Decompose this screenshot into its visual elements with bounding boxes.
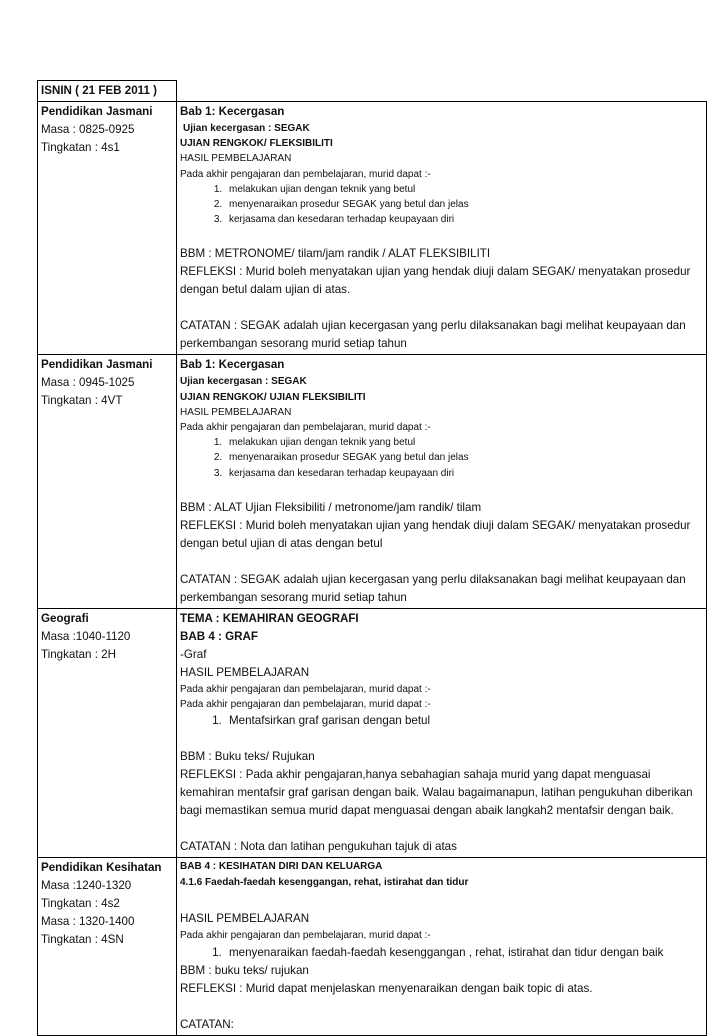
outcomes-intro: Pada akhir pengajaran dan pembelajaran, murid dapat :- bbox=[180, 930, 431, 942]
subject-name: Geografi bbox=[41, 611, 89, 625]
outcomes-intro: Pada akhir pengajaran dan pembelajaran, murid dapat :- bbox=[180, 168, 431, 180]
session-detail-3 bbox=[177, 608, 707, 857]
chapter-title: BAB 4 : KESIHATAN DIRI DAN KELUARGA bbox=[180, 861, 383, 873]
outcome-item: 2. menyenaraikan prosedur SEGAK yang betul dan jelas bbox=[225, 450, 702, 465]
session-time: Masa :1040-1120 bbox=[41, 629, 131, 643]
learning-outcomes-heading: HASIL PEMBELAJARAN bbox=[180, 912, 310, 926]
topic-line: -Graf bbox=[180, 647, 207, 661]
session-time-2: Masa : 1320-1400 bbox=[41, 915, 135, 929]
reflection-text: REFLEKSI : Murid dapat menjelaskan menyenaraikan dengan baik topic di atas. bbox=[180, 981, 593, 995]
outcomes-intro: Pada akhir pengajaran dan pembelajaran, murid dapat :- bbox=[180, 422, 431, 434]
lesson-plan-page bbox=[37, 80, 707, 1036]
outcomes-list bbox=[180, 712, 702, 730]
topic-line: Ujian kecergasan : SEGAK bbox=[180, 376, 307, 388]
session-class: Tingkatan : 4VT bbox=[41, 394, 123, 408]
outcome-item: 1. Mentafsirkan graf garisan dengan betul bbox=[225, 712, 702, 730]
session-time: Masa :1240-1320 bbox=[41, 879, 132, 893]
session-row-4 bbox=[38, 858, 707, 1035]
outcome-item: 1. melakukan ujian dengan teknik yang betul bbox=[225, 435, 702, 450]
outcomes-list bbox=[180, 435, 702, 481]
outcomes-intro-repeat: Pada akhir pengajaran dan pembelajaran, murid dapat :- bbox=[180, 699, 431, 711]
chapter-title: Bab 1: Kecergasan bbox=[180, 105, 285, 118]
learning-outcomes-heading: HASIL PEMBELAJARAN bbox=[180, 406, 292, 418]
chapter-title: Bab 1: Kecergasan bbox=[180, 358, 285, 372]
session-info-3 bbox=[38, 608, 177, 857]
outcome-item: 2. menyenaraikan prosedur SEGAK yang betul dan jelas bbox=[225, 197, 702, 212]
reflection-text: REFLEKSI : Pada akhir pengajaran,hanya sebahagian sahaja murid yang dapat menguasai kemahiran mentafsir graf garisan dengan baik. Walau bagaimanapun, latihan pengukuhan diberikan bagi memastikan semua murid dapat menguasai dengan abaik langkah2 mentafsir dengan baik. bbox=[180, 768, 693, 818]
learning-outcomes-heading: HASIL PEMBELAJARAN bbox=[180, 153, 292, 165]
subject-name: Pendidikan Kesihatan bbox=[41, 861, 162, 875]
date-header-row bbox=[38, 81, 707, 102]
reflection-text: REFLEKSI : Murid boleh menyatakan ujian yang hendak diuji dalam SEGAK/ menyatakan prosedur dengan betul dalam ujian di atas. bbox=[180, 265, 691, 297]
outcomes-list bbox=[180, 182, 702, 228]
learning-outcomes-heading: HASIL PEMBELAJARAN bbox=[180, 665, 310, 679]
notes-text: CATATAN: bbox=[180, 1017, 234, 1031]
date-header: ISNIN ( 21 FEB 2011 ) bbox=[38, 81, 177, 102]
outcome-item: 1. menyenaraikan faedah-faedah kesenggangan , rehat, istirahat dan tidur dengan baik bbox=[225, 944, 702, 962]
session-row-1 bbox=[38, 102, 707, 355]
outcome-item: 3. kerjasama dan kesedaran terhadap keupayaan diri bbox=[225, 466, 702, 481]
session-class: Tingkatan : 4s2 bbox=[41, 897, 120, 911]
theme-title: TEMA : KEMAHIRAN GEOGRAFI bbox=[180, 611, 359, 625]
session-detail-1 bbox=[177, 102, 707, 355]
subtopic-line: UJIAN RENGKOK/ FLEKSIBILITI bbox=[180, 138, 333, 150]
session-class: Tingkatan : 2H bbox=[41, 647, 116, 661]
outcomes-intro: Pada akhir pengajaran dan pembelajaran, murid dapat :- bbox=[180, 683, 431, 695]
session-info-2 bbox=[38, 355, 177, 608]
notes-text: CATATAN : SEGAK adalah ujian kecergasan yang perlu dilaksanakan bagi melihat keupayaan dan perkembangan sesorang murid setiap tahun bbox=[180, 319, 686, 351]
session-row-3 bbox=[38, 608, 707, 857]
header-spacer bbox=[177, 81, 707, 102]
bbm-line: BBM : Buku teks/ Rujukan bbox=[180, 750, 315, 764]
reflection-text: REFLEKSI : Murid boleh menyatakan ujian yang hendak diuji dalam SEGAK/ menyatakan prosedur dengan betul ujian di atas dengan betul bbox=[180, 518, 691, 550]
session-info-4 bbox=[38, 858, 177, 1035]
session-row-2 bbox=[38, 355, 707, 608]
session-detail-4 bbox=[177, 858, 707, 1035]
bbm-line: BBM : buku teks/ rujukan bbox=[180, 963, 309, 977]
topic-line: Ujian kecergasan : SEGAK bbox=[183, 123, 310, 134]
session-detail-2 bbox=[177, 355, 707, 608]
subject-name: Pendidikan Jasmani bbox=[41, 358, 153, 372]
subject-name: Pendidikan Jasmani bbox=[41, 105, 153, 118]
notes-text: CATATAN : SEGAK adalah ujian kecergasan yang perlu dilaksanakan bagi melihat keupayaan dan perkembangan sesorang murid setiap tahun bbox=[180, 572, 686, 604]
topic-line: 4.1.6 Faedah-faedah kesenggangan, rehat, istirahat dan tidur bbox=[180, 877, 469, 889]
chapter-title: BAB 4 : GRAF bbox=[180, 629, 258, 643]
outcome-item: 3. kerjasama dan kesedaran terhadap keupayaan diri bbox=[225, 212, 702, 227]
session-time: Masa : 0825-0925 bbox=[41, 123, 135, 136]
bbm-line: BBM : METRONOME/ tilam/jam randik / ALAT FLEKSIBILITI bbox=[180, 247, 491, 261]
session-class-2: Tingkatan : 4SN bbox=[41, 933, 124, 947]
notes-text: CATATAN : Nota dan latihan pengukuhan tajuk di atas bbox=[180, 840, 457, 854]
session-class: Tingkatan : 4s1 bbox=[41, 141, 120, 154]
session-info-1 bbox=[38, 102, 177, 355]
session-time: Masa : 0945-1025 bbox=[41, 376, 135, 390]
lesson-plan-table bbox=[37, 80, 707, 1036]
bbm-line: BBM : ALAT Ujian Fleksibiliti / metronome/jam randik/ tilam bbox=[180, 500, 482, 514]
subtopic-line: UJIAN RENGKOK/ UJIAN FLEKSIBILITI bbox=[180, 391, 366, 403]
outcomes-list bbox=[180, 944, 702, 962]
outcome-item: 1. melakukan ujian dengan teknik yang betul bbox=[225, 182, 702, 197]
